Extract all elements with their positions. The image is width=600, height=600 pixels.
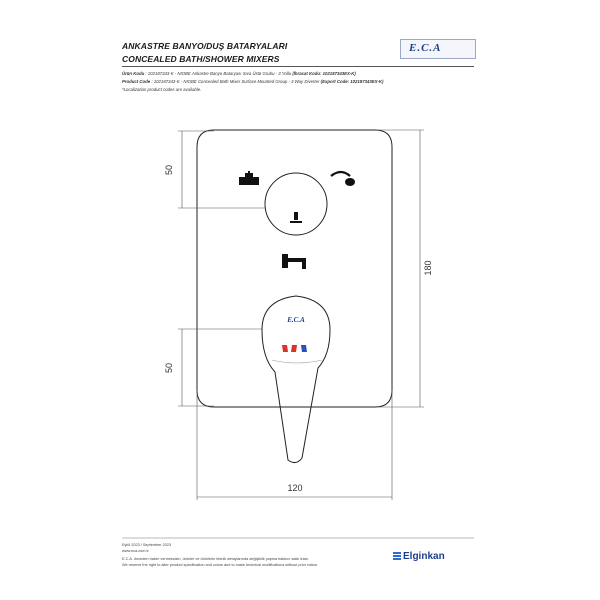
dim-top-label: 50 <box>164 164 174 176</box>
elginkan-icon <box>393 552 401 560</box>
ceiling-shower-icon <box>290 212 302 223</box>
export-code-en: (Export Code: 102187343EX-K) <box>320 79 384 84</box>
diverter-knob <box>265 173 327 235</box>
dimension-bottom-50 <box>164 329 262 406</box>
dim-height-label: 180 <box>423 260 433 276</box>
product-code-tr-text: : 102187343-K - NIOBE Ankastre Banyo Bataryası Sıva Üstü Grubu - 3 Yollu <box>145 71 292 76</box>
cover-plate <box>197 130 392 407</box>
footer-url[interactable]: www.eca.com.tr <box>122 549 149 553</box>
hand-shower-icon <box>331 172 355 186</box>
product-code-tr-label: Ürün Kodu <box>122 71 145 76</box>
elginkan-text: Elginkan <box>403 551 445 562</box>
eca-logo-text: E.C.A <box>409 42 442 54</box>
bathtub-tap-icon <box>239 171 259 185</box>
handle-logo: E.C.A <box>287 316 305 324</box>
title-turkish: ANKASTRE BANYO/DUŞ BATARYALARI <box>122 41 288 51</box>
localization-note: *Localization product codes are available. <box>122 87 202 92</box>
dim-bottom-label: 50 <box>164 362 174 374</box>
dimension-top-50 <box>164 131 266 208</box>
footer-notice-en: We reserve the right to alter product specification and colors and to make technical modifications without prior notice. <box>122 563 319 567</box>
elginkan-logo <box>393 551 445 562</box>
handle-ridge <box>272 360 322 363</box>
title-english: CONCEALED BATH/SHOWER MIXERS <box>122 54 280 64</box>
spout-icon <box>282 254 306 269</box>
dim-width-label: 120 <box>287 483 303 493</box>
hot-cold-indicator <box>282 345 307 352</box>
export-code-tr: (İhracat Kodu: 102187343EX-K) <box>292 71 356 76</box>
product-code-en-label: Product Code <box>122 79 151 84</box>
footer-date: Eylül 2023 / September 2023 <box>122 543 171 547</box>
footer-notice-tr: E.C.A. önceden haber vermeksizin, ürünler ve ürünlerin teknik detaylarında değişiklik yapma hakkını saklı tutar. <box>122 557 309 561</box>
product-code-en-text: : 102187343-K - NIOBE Concealed Bath Mixer Surface Mounted Group - 3 Way Diverter <box>151 79 320 84</box>
dimension-height-180 <box>376 130 433 407</box>
